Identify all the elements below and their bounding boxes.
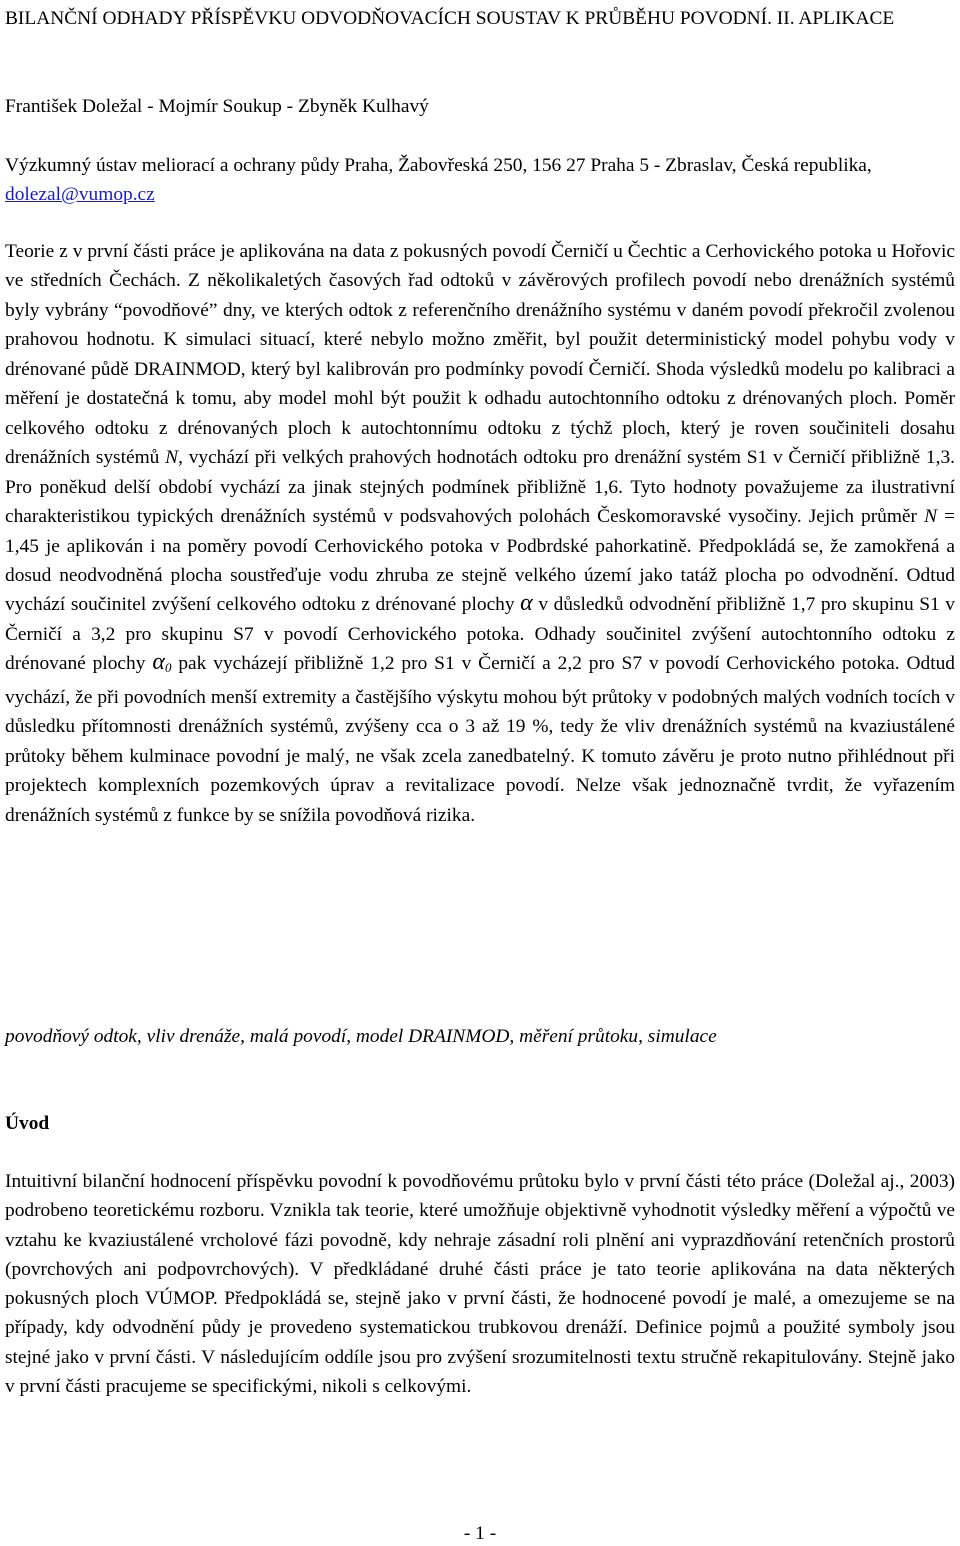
keywords: povodňový odtok, vliv drenáže, malá povodí, model DRAINMOD, měření průtoku, simulace: [5, 1026, 717, 1047]
symbol-n: N: [165, 447, 179, 469]
abstract-text-4: v důsledků odvodnění přibližně 1,7 pro skupinu S1 v Černičí a 3,2 pro skupinu S7 v povodí Cerhovického potoka. Odhady součinitel zvýšení autochtonního odtoku z drénované plochy: [5, 594, 956, 675]
symbol-alpha-subscript: 0: [164, 660, 172, 676]
author-list: František Doležal - Mojmír Soukup - Zbyněk Kulhavý: [5, 96, 429, 117]
email-link[interactable]: dolezal@vumop.cz: [5, 184, 155, 205]
symbol-n: N: [924, 506, 937, 528]
affiliation-text: Výzkumný ústav meliorací a ochrany půdy Praha, Žabovřeská 250, 156 27 Praha 5 - Zbraslav, Česká republika,: [5, 155, 872, 176]
symbol-alpha-zero: α: [152, 649, 165, 676]
abstract: [5, 237, 955, 830]
intro-paragraph: Intuitivní bilanční hodnocení příspěvku povodní k povodňovému průtoku bylo v první části této práce (Doležal aj., 2003) podrobeno teoretickému rozboru. Vznikla tak teorie, které umožňuje objektivně vyhodnotit výsledky měření a výpočtů ve vztahu ke kvaziustálené vrcholové fázi povodně, kdy nehraje zásadní roli plnění ani vyprazdňování retenčních prostorů (povrchových ani podpovrchových). V předkládané druhé části práce je tato teorie aplikována na data některých pokusných ploch VÚMOP. Předpokládá se, stejně jako v první části, že hodnocené povodí je malé, a omezujeme se na případy, kdy odvodnění půdy je provedeno systematickou trubkovou drenáží. Definice pojmů a použité symboly jsou stejné jako v první části. V následujícím oddíle jsou pro zvýšení srozumitelnosti textu stručně rekapitulovány. Stejně jako v první části pracujeme se specifickými, nikoli s celkovými.: [5, 1171, 955, 1398]
abstract-text-2: , vychází při velkých prahových hodnotách odtoku pro drenážní systém S1 v Černičí přibližně 1,3. Pro poněkud delší období vychází za jinak stejných podmínek přibližně 1,6. Tyto hodnoty považujeme za ilustrativní charakteristikou typických drenážních systémů v podsvahových polohách Českomoravské vysočiny. Jejich průměr: [5, 447, 955, 528]
symbol-alpha: α: [520, 590, 533, 617]
abstract-text-1: Teorie z v první části práce je aplikována na data z pokusných povodí Černičí u Čechtic a Cerhovického potoka u Hořovic ve středních Čechách. Z několikaletých časových řad odtoků v závěrových profilech povodí nebo drenážních systémů byly vybrány “povodňové” dny, ve kterých odtok z referenčního drenážního systému v daném povodí překročil zvolenou prahovou hodnotu. K simulaci situací, které nebylo možno změřit, byl použit deterministický model pohybu vody v drénované půdě DRAINMOD, který byl kalibrován pro podmínky povodí Černičí. Shoda výsledků modelu po kalibraci a měření je dostatečná k tomu, aby model mohl být použit k odhadu autochtonního odtoku z drénovaných ploch. Poměr celkového odtoku z drénovaných ploch k autochtonnímu odtoku z týchž ploch, který je roven součiniteli dosahu drenážních systémů: [5, 241, 955, 469]
section-heading: Úvod: [5, 1113, 50, 1134]
affiliation: [5, 151, 955, 209]
page-number: - 1 -: [463, 1523, 497, 1544]
abstract-text-5: pak vycházejí přibližně 1,2 pro S1 v Černičí a 2,2 pro S7 v povodí Cerhovického potoka. Odtud vychází, že při povodních menší extremity a častějšího výskytu mohou být průtoky v podobných malých vodních tocích v důsledku přítomnosti drenážních systémů, zvýšeny cca o 3 až 19 %, tedy že vliv drenážních systémů na kvaziustálené průtoky během kulminace povodní je malý, ne však zcela zanedbatelný. K tomuto závěru je proto nutno přihlédnout při projektech komplexních pozemkových úprav a revitalizace povodí. Nelze však jednoznačně tvrdit, že vyřazením drenážních systémů z funkce by se snížila povodňová rizika.: [5, 653, 955, 826]
abstract-text-3: = 1,45 je aplikován i na poměry povodí Cerhovického potoka v Podbrdské pahorkatině. Předpokládá se, že zamokřená a dosud neodvodněná plocha soustřeďuje vodu zhruba ze stejně velkého území jako tatáž plocha po odvodnění. Odtud vychází součinitel zvýšení celkového odtoku z drénované plochy: [5, 506, 955, 616]
paper-title: BILANČNÍ ODHADY PŘÍSPĚVKU ODVODŇOVACÍCH SOUSTAV K PRŮBĚHU POVODNÍ. II. APLIKACE: [5, 8, 895, 29]
